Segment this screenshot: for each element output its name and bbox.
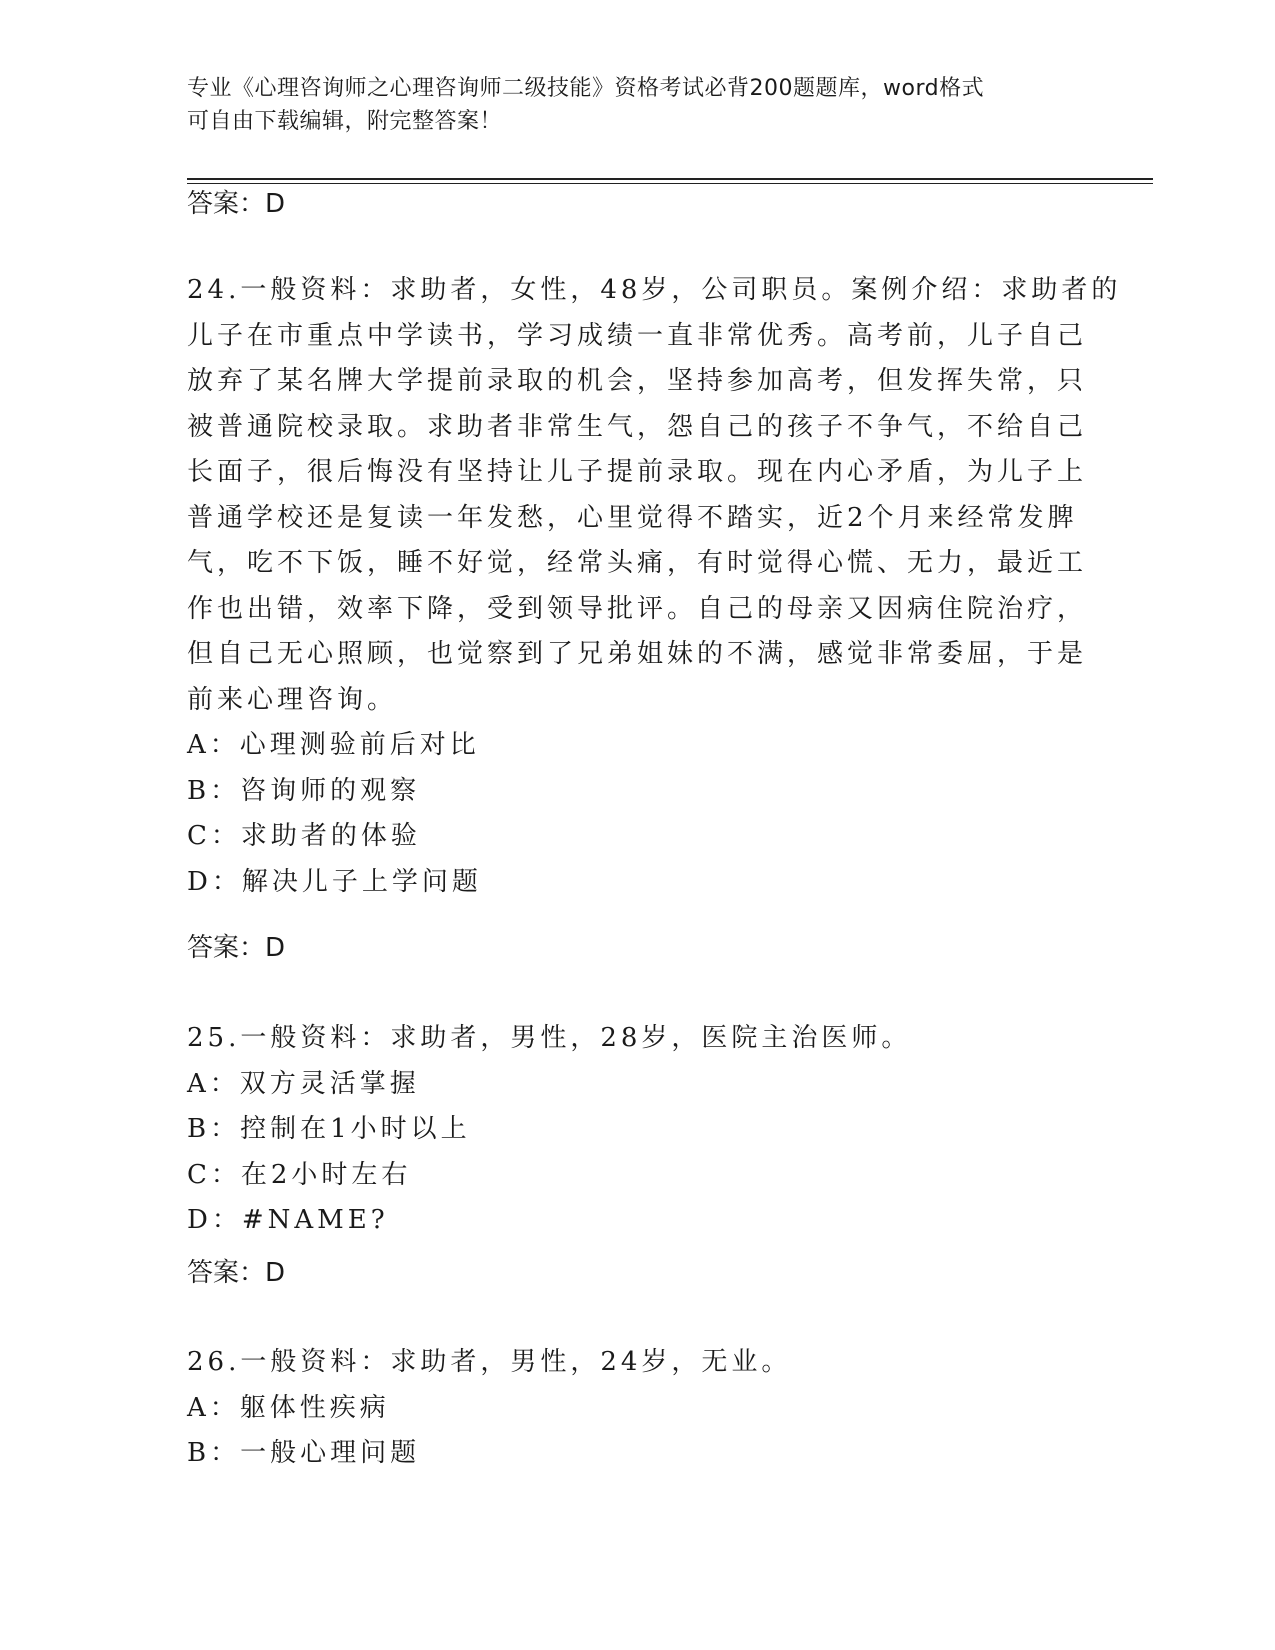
option-c: C：求助者的体验 bbox=[187, 821, 421, 851]
answer-label: 答案：D bbox=[187, 1258, 286, 1288]
question-text-line: 被普通院校录取。求助者非常生气，怨自己的孩子不争气，不给自己 bbox=[187, 411, 1088, 442]
question-text-line: 长面子，很后悔没有坚持让儿子提前录取。现在内心矛盾，为儿子上 bbox=[187, 457, 1088, 487]
answer-label: 答案：D bbox=[187, 933, 286, 963]
question-25 bbox=[187, 1016, 1087, 1244]
question-text-line: 儿子在市重点中学读书，学习成绩一直非常优秀。高考前，儿子自己 bbox=[187, 320, 1088, 351]
question-26 bbox=[187, 1340, 1087, 1477]
question-text-line: 前来心理咨询。 bbox=[187, 684, 398, 715]
question-text-line: 26.一般资料：求助者，男性，24岁，无业。 bbox=[187, 1347, 792, 1377]
question-text-line: 25.一般资料：求助者，男性，28岁，医院主治医师。 bbox=[187, 1023, 912, 1053]
option-c: C：在2小时左右 bbox=[187, 1159, 412, 1190]
question-text-line: 普通学校还是复读一年发愁，心里觉得不踏实，近2个月来经常发脾 bbox=[187, 502, 1078, 533]
header-divider-thin bbox=[187, 183, 1153, 184]
question-text-line: 气，吃不下饭，睡不好觉，经常头痛，有时觉得心慌、无力，最近工 bbox=[187, 548, 1088, 578]
answer-label: 答案：D bbox=[187, 189, 286, 219]
header-line-2: 可自由下载编辑，附完整答案！ bbox=[187, 109, 503, 134]
option-b: B：一般心理问题 bbox=[187, 1438, 421, 1468]
document-header bbox=[187, 72, 1067, 138]
header-divider bbox=[187, 178, 1153, 180]
option-b: B：控制在1小时以上 bbox=[187, 1114, 471, 1144]
option-a: A：双方灵活掌握 bbox=[187, 1068, 420, 1099]
question-text-line: 放弃了某名牌大学提前录取的机会，坚持参加高考，但发挥失常，只 bbox=[187, 366, 1088, 396]
option-b: B：咨询师的观察 bbox=[187, 775, 421, 806]
option-d: D：#NAME? bbox=[187, 1205, 389, 1235]
option-a: A：躯体性疾病 bbox=[187, 1392, 390, 1423]
option-d: D：解决儿子上学问题 bbox=[187, 866, 482, 897]
question-text-line: 作也出错，效率下降，受到领导批评。自己的母亲又因病住院治疗， bbox=[187, 593, 1088, 624]
option-a: A：心理测验前后对比 bbox=[187, 730, 480, 760]
question-text-line: 24.一般资料：求助者，女性，48岁，公司职员。案例介绍：求助者的 bbox=[187, 275, 1122, 305]
question-24 bbox=[187, 268, 1122, 905]
header-line-1: 专业《心理咨询师之心理咨询师二级技能》资格考试必背200题题库，word格式 bbox=[187, 76, 985, 101]
question-text-line: 但自己无心照顾，也觉察到了兄弟姐妹的不满，感觉非常委屈，于是 bbox=[187, 639, 1088, 669]
